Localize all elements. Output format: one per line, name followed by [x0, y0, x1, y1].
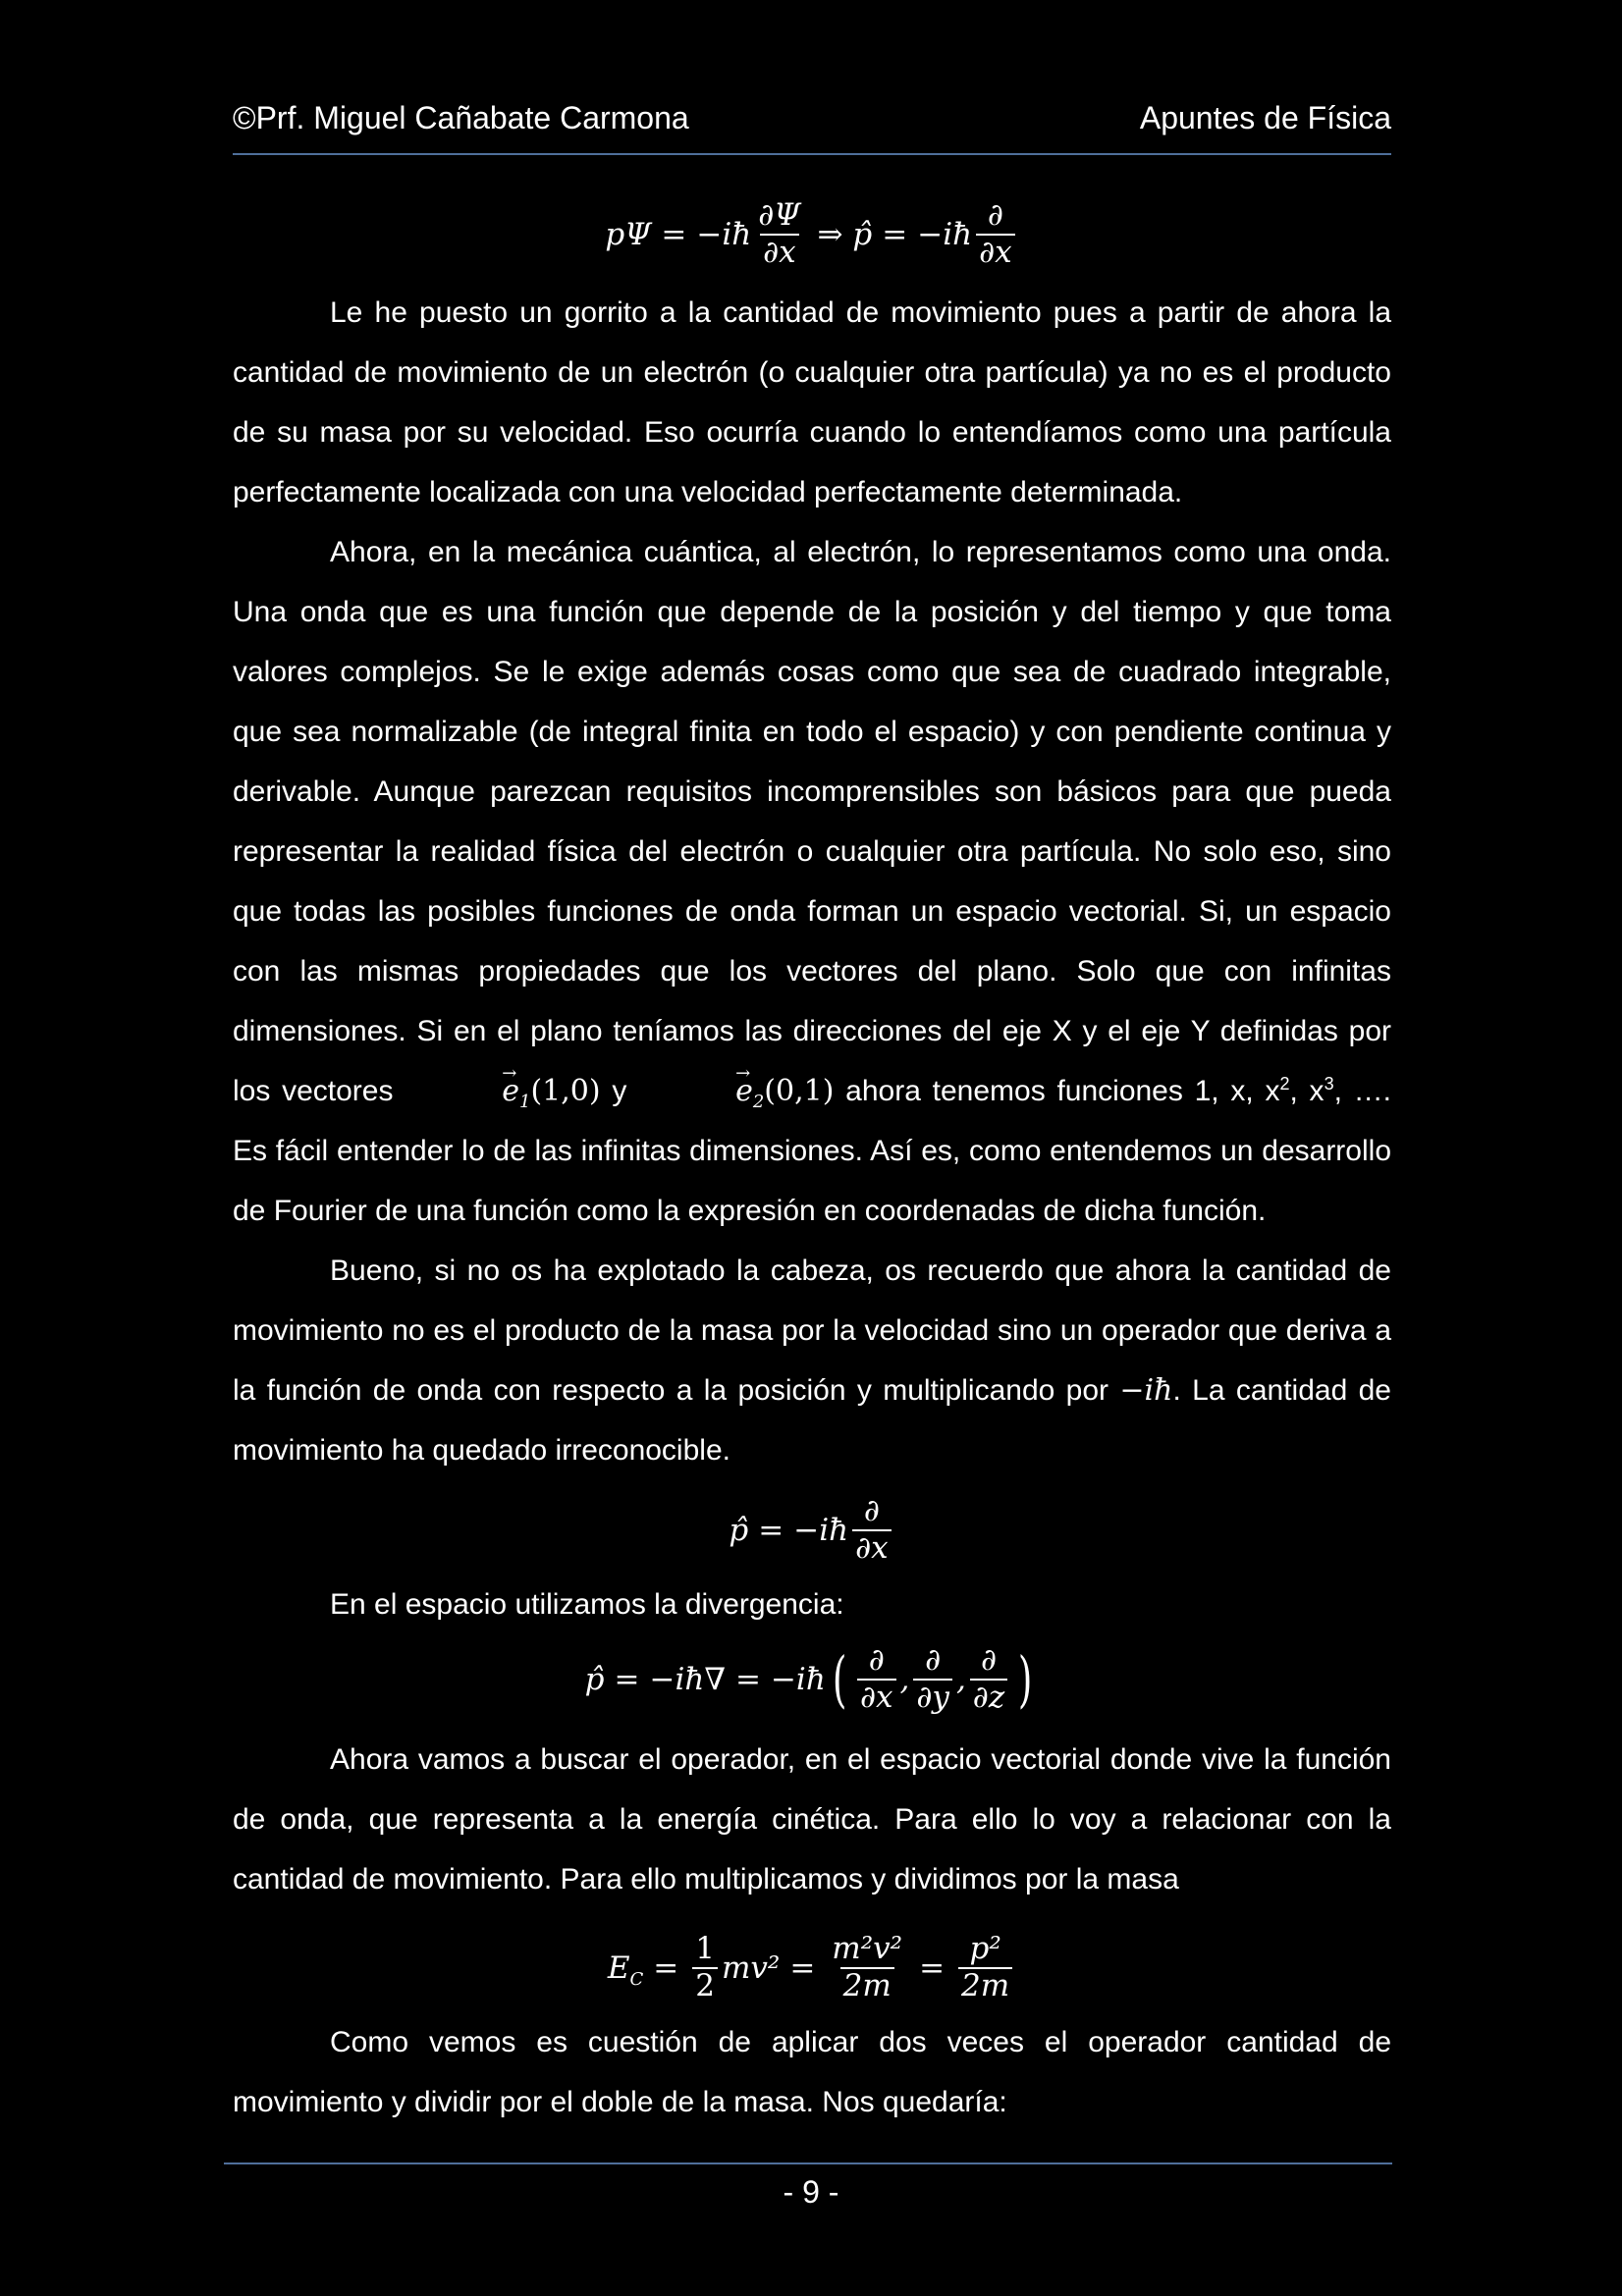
eq4-equals: = — [653, 1950, 679, 1986]
paragraph-4: En el espacio utilizamos la divergencia: — [330, 1588, 844, 1621]
body-text-2 — [233, 1575, 1391, 1634]
paragraph-2-part-a: Ahora, en la mecánica cuántica, al electrón, lo representamos como una onda. Una onda que es una función que depende de la posición y del tiempo y que toma valores complejos. Se le exige además cosas como que sea de cuadrado integrable, que sea normalizable (de integral finita en todo el espacio) y con pendiente continua y derivable. Aunque parezcan requisitos incomprensibles son básicos para que pueda representar la realidad física del electrón o cualquier otra partícula. No solo eso, sino que todas las posibles funciones de onda forman un espacio vectorial. Si, un espacio con las mismas propiedades que los vectores del plano. Solo que con infinitas dimensiones. Si en el plano teníamos las direcciones del eje X y el eje Y definidas por los vectores — [233, 536, 1391, 1107]
paragraph-5: Ahora vamos a buscar el operador, en el espacio vectorial donde vive la función de onda, que representa a la energía cinética. Para ello lo voy a relacionar con la cantidad de movimiento. Para ello multiplicamos y dividimos por la masa — [233, 1743, 1391, 1896]
eq2-numerator: ∂ — [863, 1493, 880, 1529]
footer-rule — [224, 2163, 1392, 2164]
eq1-minus-ih: −iħ — [696, 217, 752, 252]
equation-momentum-operator — [233, 192, 1391, 277]
eq4-equals-2: = — [789, 1950, 816, 1986]
paragraph-2-part-d: , …. Es fácil entender lo de las infinitas dimensiones. Así es, como entendemos un desarrollo de Fourier de una función como la expresión en coordenadas de dicha función. — [233, 1075, 1391, 1227]
eq4-fraction-2: $\frac{\text{m²v²}}{2m}$ — [832, 1931, 903, 2003]
eq1-lhs: pΨ — [605, 217, 652, 252]
eq4-fraction-3: $\frac{\text{p²}}{2m}$ — [958, 1932, 1012, 2003]
eq1-fraction-2 — [976, 198, 1015, 270]
paragraph-3-part-b: . La cantidad de movimiento ha quedado irreconocible. — [233, 1374, 1391, 1467]
paragraph-2-sup-3: 3 — [1324, 1074, 1334, 1094]
eq1-numerator: ∂Ψ — [758, 197, 801, 234]
eq1-equals: = — [661, 217, 687, 252]
page-number: - 9 - — [783, 2174, 839, 2210]
body-text-4 — [233, 2012, 1391, 2132]
vector-e1: → $e_1(1,0)$ — [405, 1074, 600, 1108]
eq2-equals: = — [758, 1513, 784, 1548]
paragraph-3-part-a: Bueno, si no os ha explotado la cabeza, os recuerdo que ahora la cantidad de movimiento no es el producto de la masa por la velocidad sino un operador que deriva a la función de onda con respecto a la posición y multiplicando por — [233, 1255, 1391, 1407]
eq3-comma-2: , — [955, 1662, 966, 1697]
eq1-numerator-2: ∂ — [987, 197, 1003, 234]
paragraph-3-minus-ih: −iħ — [1119, 1373, 1173, 1408]
equation-gradient-operator — [233, 1637, 1391, 1722]
body-text — [233, 283, 1391, 1480]
eq3-fraction-z: $\frac{\partial}{\partial z}$ — [970, 1643, 1007, 1715]
paragraph-3 — [233, 1241, 1391, 1480]
eq3-open-paren: ( — [832, 1643, 847, 1715]
header-rule — [233, 153, 1391, 155]
paragraph-2-y: y — [612, 1075, 627, 1107]
eq3-minus-ih-nabla: −iħ∇ — [649, 1662, 726, 1697]
eq4-ec: $E_C$ — [607, 1950, 644, 1991]
eq1-denominator-2: ∂x — [976, 234, 1015, 271]
eq1-implies: ⇒ — [817, 217, 843, 252]
eq2-minus-ih: −iħ — [793, 1513, 849, 1548]
paragraph-2 — [233, 522, 1391, 1241]
eq3-fraction-x: $\frac{\partial}{\partial x}$ — [857, 1643, 896, 1715]
eq3-equals: = — [614, 1662, 640, 1697]
eq1-minus-ih-2: −iħ — [917, 217, 973, 252]
eq1-equals-2: = — [882, 217, 908, 252]
paragraph-1: Le he puesto un gorrito a la cantidad de movimiento pues a partir de ahora la cantidad de movimiento de un electrón (o cualquier otra partícula) ya no es el producto de su masa por su velocidad. Eso ocurría cuando lo entendíamos como una partícula perfectamente localizada con una velocidad perfectamente determinada. — [233, 296, 1391, 508]
eq2-phat: p̂ — [729, 1513, 749, 1548]
eq1-fraction — [755, 198, 803, 270]
eq2-fraction — [852, 1494, 892, 1566]
paragraph-2-part-b: ahora tenemos funciones 1, x, x — [845, 1075, 1280, 1107]
eq3-minus-ih: −iħ — [770, 1662, 826, 1697]
paragraph-2-sup-2: 2 — [1279, 1074, 1290, 1094]
header-title: Apuntes de Física — [1139, 100, 1391, 135]
eq3-comma-1: , — [899, 1662, 910, 1697]
header-author: ©Prf. Miguel Cañabate Carmona — [233, 100, 689, 135]
page-header — [233, 96, 1391, 139]
eq4-mv2: mv² — [721, 1950, 781, 1986]
eq3-close-paren: ) — [1018, 1643, 1033, 1715]
eq4-equals-3: = — [919, 1950, 946, 1986]
eq3-fraction-y: $\frac{\partial}{\partial y}$ — [913, 1643, 952, 1715]
eq4-half: $\frac{1}{2}$ — [692, 1932, 718, 2003]
eq3-phat: p̂ — [584, 1662, 605, 1697]
vector-e2: → $e_2(0,1)$ — [638, 1074, 834, 1108]
equation-kinetic-energy — [233, 1926, 1391, 2010]
paragraph-6: Como vemos es cuestión de aplicar dos veces el operador cantidad de movimiento y dividir por el doble de la masa. Nos quedaría: — [233, 2026, 1391, 2118]
body-text-3 — [233, 1730, 1391, 1909]
paragraph-2-part-c: , x — [1289, 1075, 1325, 1107]
eq3-equals-2: = — [734, 1662, 761, 1697]
equation-p-hat — [233, 1488, 1391, 1573]
eq2-denominator: ∂x — [852, 1529, 892, 1567]
eq1-denominator: ∂x — [760, 234, 799, 271]
eq1-phat: p̂ — [852, 217, 873, 252]
